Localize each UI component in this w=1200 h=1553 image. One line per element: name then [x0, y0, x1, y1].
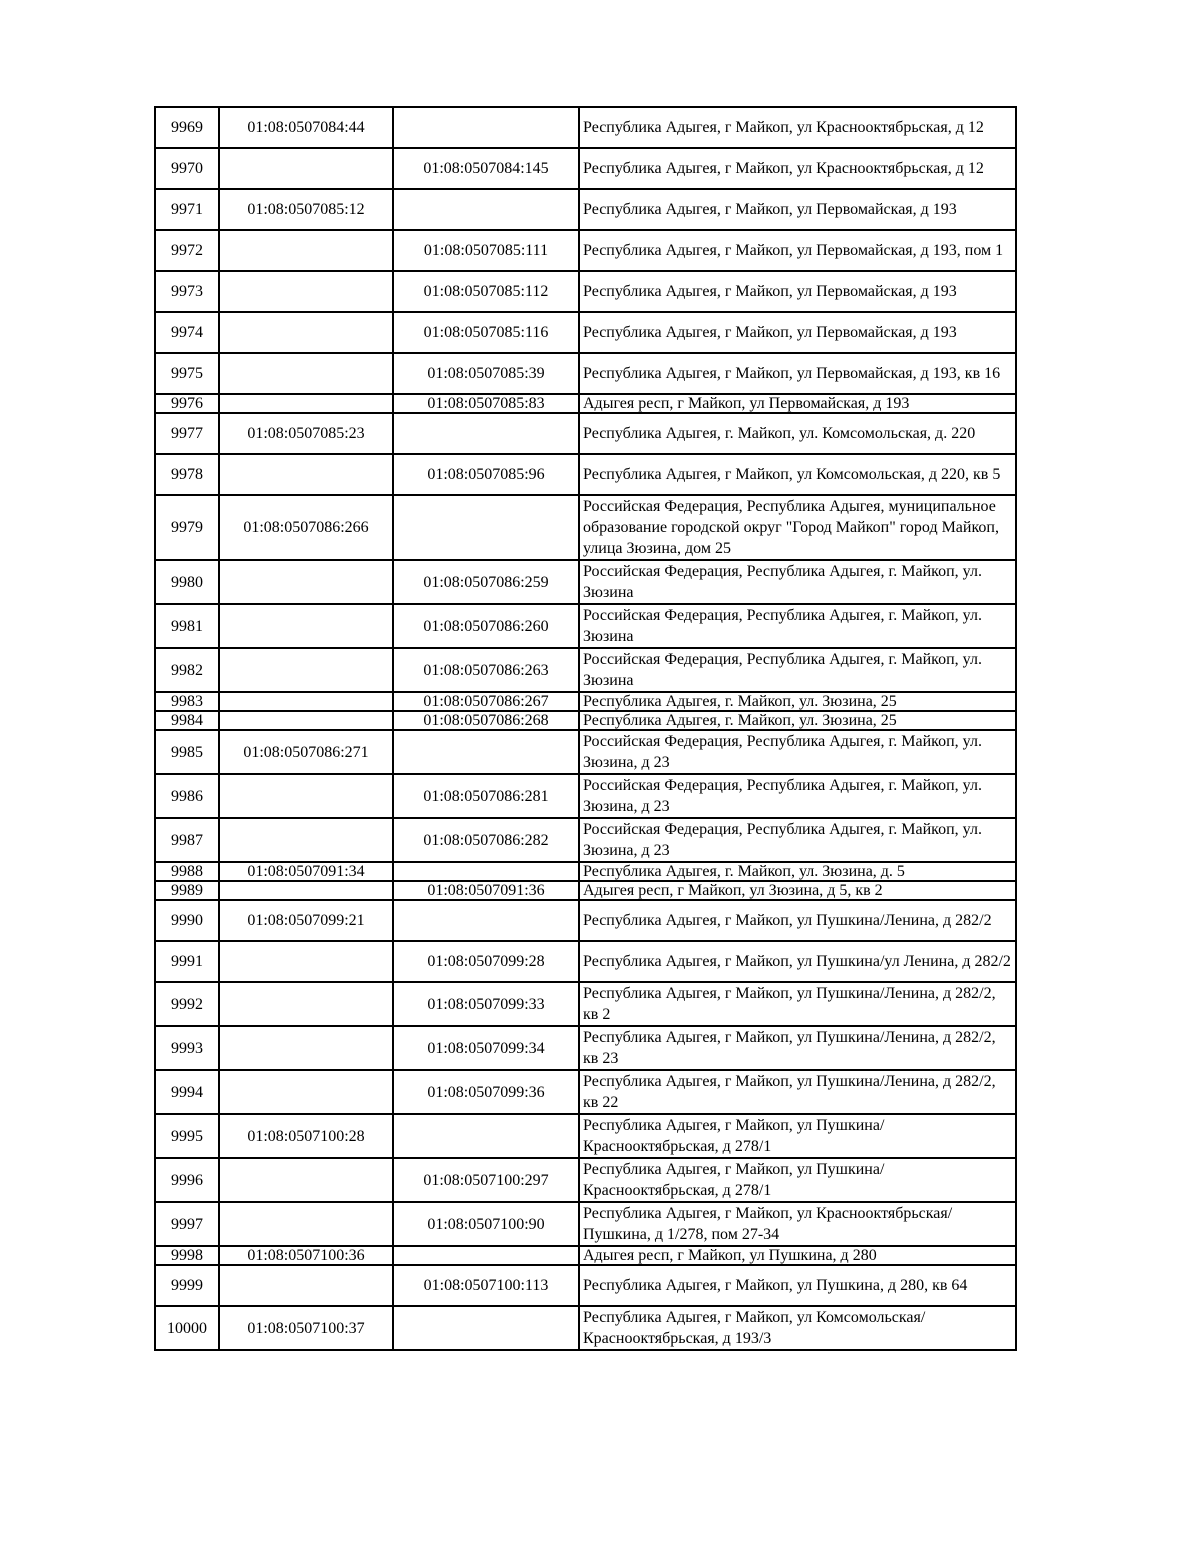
parcel-cadastral-number-cell: 01:08:0507100:28: [219, 1114, 393, 1158]
row-number-cell: 9982: [155, 648, 219, 692]
parcel-cadastral-number-cell: [219, 941, 393, 982]
parcel-cadastral-number-cell: [219, 604, 393, 648]
address-cell: Российская Федерация, Республика Адыгея, г. Майкоп, ул. Зюзина, д 23: [579, 730, 1016, 774]
parcel-cadastral-number-cell: [219, 881, 393, 900]
parcel-cadastral-number-cell: [219, 982, 393, 1026]
row-number-cell: 9983: [155, 692, 219, 711]
table-row: [155, 1158, 1016, 1202]
object-cadastral-number-cell: 01:08:0507091:36: [393, 881, 579, 900]
row-number-cell: 9975: [155, 353, 219, 394]
address-cell: Республика Адыгея, г. Майкоп, ул. Комсомольская, д. 220: [579, 413, 1016, 454]
parcel-cadastral-number-cell: [219, 1202, 393, 1246]
object-cadastral-number-cell: 01:08:0507085:111: [393, 230, 579, 271]
table-row: [155, 495, 1016, 560]
row-number-cell: 9976: [155, 394, 219, 413]
row-number-cell: 9998: [155, 1246, 219, 1265]
row-number-cell: 9972: [155, 230, 219, 271]
object-cadastral-number-cell: 01:08:0507099:34: [393, 1026, 579, 1070]
row-number-cell: 9969: [155, 107, 219, 148]
parcel-cadastral-number-cell: 01:08:0507100:36: [219, 1246, 393, 1265]
parcel-cadastral-number-cell: [219, 1265, 393, 1306]
parcel-cadastral-number-cell: [219, 774, 393, 818]
table-row: [155, 1070, 1016, 1114]
object-cadastral-number-cell: 01:08:0507086:282: [393, 818, 579, 862]
parcel-cadastral-number-cell: [219, 692, 393, 711]
row-number-cell: 9989: [155, 881, 219, 900]
table-row: [155, 774, 1016, 818]
table-row: [155, 271, 1016, 312]
table-row: [155, 107, 1016, 148]
row-number-cell: 9993: [155, 1026, 219, 1070]
row-number-cell: 9970: [155, 148, 219, 189]
address-cell: Российская Федерация, Республика Адыгея, г. Майкоп, ул. Зюзина, д 23: [579, 818, 1016, 862]
object-cadastral-number-cell: 01:08:0507086:263: [393, 648, 579, 692]
parcel-cadastral-number-cell: [219, 312, 393, 353]
object-cadastral-number-cell: [393, 107, 579, 148]
address-cell: Республика Адыгея, г Майкоп, ул Пушкина/Краснооктябрьская, д 278/1: [579, 1114, 1016, 1158]
parcel-cadastral-number-cell: 01:08:0507099:21: [219, 900, 393, 941]
table-row: [155, 818, 1016, 862]
object-cadastral-number-cell: 01:08:0507099:28: [393, 941, 579, 982]
object-cadastral-number-cell: [393, 730, 579, 774]
object-cadastral-number-cell: [393, 495, 579, 560]
table-row: [155, 881, 1016, 900]
parcel-cadastral-number-cell: [219, 648, 393, 692]
address-cell: Республика Адыгея, г Майкоп, ул Первомайская, д 193: [579, 312, 1016, 353]
row-number-cell: 9980: [155, 560, 219, 604]
row-number-cell: 9994: [155, 1070, 219, 1114]
parcel-cadastral-number-cell: [219, 148, 393, 189]
row-number-cell: 9985: [155, 730, 219, 774]
address-cell: Республика Адыгея, г Майкоп, ул Первомайская, д 193: [579, 189, 1016, 230]
object-cadastral-number-cell: 01:08:0507085:96: [393, 454, 579, 495]
row-number-cell: 9973: [155, 271, 219, 312]
object-cadastral-number-cell: 01:08:0507099:36: [393, 1070, 579, 1114]
address-cell: Республика Адыгея, г Майкоп, ул Краснооктябрьская, д 12: [579, 107, 1016, 148]
table-row: [155, 648, 1016, 692]
object-cadastral-number-cell: 01:08:0507085:39: [393, 353, 579, 394]
row-number-cell: 9995: [155, 1114, 219, 1158]
table-row: [155, 941, 1016, 982]
table-row: [155, 1202, 1016, 1246]
row-number-cell: 9979: [155, 495, 219, 560]
table-row: [155, 982, 1016, 1026]
object-cadastral-number-cell: 01:08:0507085:83: [393, 394, 579, 413]
object-cadastral-number-cell: 01:08:0507086:260: [393, 604, 579, 648]
object-cadastral-number-cell: [393, 862, 579, 881]
parcel-cadastral-number-cell: [219, 353, 393, 394]
object-cadastral-number-cell: [393, 413, 579, 454]
address-cell: Республика Адыгея, г. Майкоп, ул. Зюзина, 25: [579, 711, 1016, 730]
table-row: [155, 353, 1016, 394]
table-row: [155, 1265, 1016, 1306]
parcel-cadastral-number-cell: 01:08:0507086:271: [219, 730, 393, 774]
row-number-cell: 9974: [155, 312, 219, 353]
address-cell: Российская Федерация, Республика Адыгея, г. Майкоп, ул. Зюзина, д 23: [579, 774, 1016, 818]
table-row: [155, 862, 1016, 881]
address-cell: Российская Федерация, Республика Адыгея, муниципальное образование городской округ "Город Майкоп" город Майкоп, улица Зюзина, дом 25: [579, 495, 1016, 560]
table-row: [155, 711, 1016, 730]
parcel-cadastral-number-cell: 01:08:0507100:37: [219, 1306, 393, 1350]
parcel-cadastral-number-cell: [219, 230, 393, 271]
address-cell: Адыгея респ, г Майкоп, ул Пушкина, д 280: [579, 1246, 1016, 1265]
address-cell: Республика Адыгея, г Майкоп, ул Пушкина/ул Ленина, д 282/2: [579, 941, 1016, 982]
parcel-cadastral-number-cell: [219, 560, 393, 604]
parcel-cadastral-number-cell: [219, 818, 393, 862]
address-cell: Республика Адыгея, г Майкоп, ул Пушкина/Ленина, д 282/2, кв 22: [579, 1070, 1016, 1114]
address-cell: Республика Адыгея, г Майкоп, ул Пушкина/Ленина, д 282/2, кв 2: [579, 982, 1016, 1026]
object-cadastral-number-cell: 01:08:0507086:259: [393, 560, 579, 604]
object-cadastral-number-cell: [393, 900, 579, 941]
address-cell: Республика Адыгея, г Майкоп, ул Первомайская, д 193, кв 16: [579, 353, 1016, 394]
address-cell: Республика Адыгея, г Майкоп, ул Первомайская, д 193: [579, 271, 1016, 312]
parcel-cadastral-number-cell: [219, 454, 393, 495]
object-cadastral-number-cell: 01:08:0507085:112: [393, 271, 579, 312]
object-cadastral-number-cell: 01:08:0507100:113: [393, 1265, 579, 1306]
object-cadastral-number-cell: 01:08:0507086:281: [393, 774, 579, 818]
address-cell: Республика Адыгея, г Майкоп, ул Пушкина, д 280, кв 64: [579, 1265, 1016, 1306]
row-number-cell: 9986: [155, 774, 219, 818]
address-cell: Республика Адыгея, г Майкоп, ул Комсомольская/Краснооктябрьская, д 193/3: [579, 1306, 1016, 1350]
object-cadastral-number-cell: 01:08:0507099:33: [393, 982, 579, 1026]
table-row: [155, 900, 1016, 941]
address-cell: Республика Адыгея, г Майкоп, ул Краснооктябрьская, д 12: [579, 148, 1016, 189]
address-cell: Российская Федерация, Республика Адыгея, г. Майкоп, ул. Зюзина: [579, 560, 1016, 604]
table-body: [155, 107, 1016, 1350]
table-row: [155, 148, 1016, 189]
address-cell: Республика Адыгея, г Майкоп, ул Пушкина/Ленина, д 282/2, кв 23: [579, 1026, 1016, 1070]
object-cadastral-number-cell: [393, 1306, 579, 1350]
row-number-cell: 9984: [155, 711, 219, 730]
parcel-cadastral-number-cell: 01:08:0507085:23: [219, 413, 393, 454]
parcel-cadastral-number-cell: [219, 394, 393, 413]
parcel-cadastral-number-cell: 01:08:0507086:266: [219, 495, 393, 560]
table-row: [155, 312, 1016, 353]
table-row: [155, 1114, 1016, 1158]
object-cadastral-number-cell: 01:08:0507100:297: [393, 1158, 579, 1202]
table-row: [155, 730, 1016, 774]
address-cell: Республика Адыгея, г Майкоп, ул Пушкина/Ленина, д 282/2: [579, 900, 1016, 941]
table-row: [155, 413, 1016, 454]
object-cadastral-number-cell: 01:08:0507085:116: [393, 312, 579, 353]
table-row: [155, 560, 1016, 604]
object-cadastral-number-cell: 01:08:0507100:90: [393, 1202, 579, 1246]
row-number-cell: 9988: [155, 862, 219, 881]
table-row: [155, 1306, 1016, 1350]
address-cell: Республика Адыгея, г Майкоп, ул Комсомольская, д 220, кв 5: [579, 454, 1016, 495]
object-cadastral-number-cell: [393, 1246, 579, 1265]
address-cell: Российская Федерация, Республика Адыгея, г. Майкоп, ул. Зюзина: [579, 648, 1016, 692]
object-cadastral-number-cell: 01:08:0507084:145: [393, 148, 579, 189]
table-row: [155, 230, 1016, 271]
parcel-table: [154, 106, 1017, 1351]
table-row: [155, 394, 1016, 413]
address-cell: Адыгея респ, г Майкоп, ул Первомайская, д 193: [579, 394, 1016, 413]
row-number-cell: 9981: [155, 604, 219, 648]
object-cadastral-number-cell: [393, 1114, 579, 1158]
table-row: [155, 692, 1016, 711]
address-cell: Республика Адыгея, г. Майкоп, ул. Зюзина, 25: [579, 692, 1016, 711]
table-row: [155, 1026, 1016, 1070]
row-number-cell: 9978: [155, 454, 219, 495]
row-number-cell: 9992: [155, 982, 219, 1026]
row-number-cell: 9987: [155, 818, 219, 862]
parcel-cadastral-number-cell: [219, 271, 393, 312]
address-cell: Российская Федерация, Республика Адыгея, г. Майкоп, ул. Зюзина: [579, 604, 1016, 648]
object-cadastral-number-cell: 01:08:0507086:267: [393, 692, 579, 711]
object-cadastral-number-cell: 01:08:0507086:268: [393, 711, 579, 730]
row-number-cell: 9971: [155, 189, 219, 230]
table-row: [155, 189, 1016, 230]
parcel-cadastral-number-cell: 01:08:0507085:12: [219, 189, 393, 230]
address-cell: Адыгея респ, г Майкоп, ул Зюзина, д 5, кв 2: [579, 881, 1016, 900]
parcel-cadastral-number-cell: [219, 1026, 393, 1070]
address-cell: Республика Адыгея, г Майкоп, ул Краснооктябрьская/Пушкина, д 1/278, пом 27-34: [579, 1202, 1016, 1246]
address-cell: Республика Адыгея, г Майкоп, ул Пушкина/Краснооктябрьская, д 278/1: [579, 1158, 1016, 1202]
parcel-cadastral-number-cell: [219, 1070, 393, 1114]
parcel-cadastral-number-cell: [219, 1158, 393, 1202]
parcel-cadastral-number-cell: 01:08:0507091:34: [219, 862, 393, 881]
address-cell: Республика Адыгея, г Майкоп, ул Первомайская, д 193, пом 1: [579, 230, 1016, 271]
table-row: [155, 454, 1016, 495]
object-cadastral-number-cell: [393, 189, 579, 230]
parcel-cadastral-number-cell: [219, 711, 393, 730]
row-number-cell: 9996: [155, 1158, 219, 1202]
address-cell: Республика Адыгея, г. Майкоп, ул. Зюзина, д. 5: [579, 862, 1016, 881]
row-number-cell: 9977: [155, 413, 219, 454]
row-number-cell: 9991: [155, 941, 219, 982]
table-row: [155, 604, 1016, 648]
row-number-cell: 9990: [155, 900, 219, 941]
table-row: [155, 1246, 1016, 1265]
row-number-cell: 9997: [155, 1202, 219, 1246]
parcel-cadastral-number-cell: 01:08:0507084:44: [219, 107, 393, 148]
row-number-cell: 10000: [155, 1306, 219, 1350]
row-number-cell: 9999: [155, 1265, 219, 1306]
